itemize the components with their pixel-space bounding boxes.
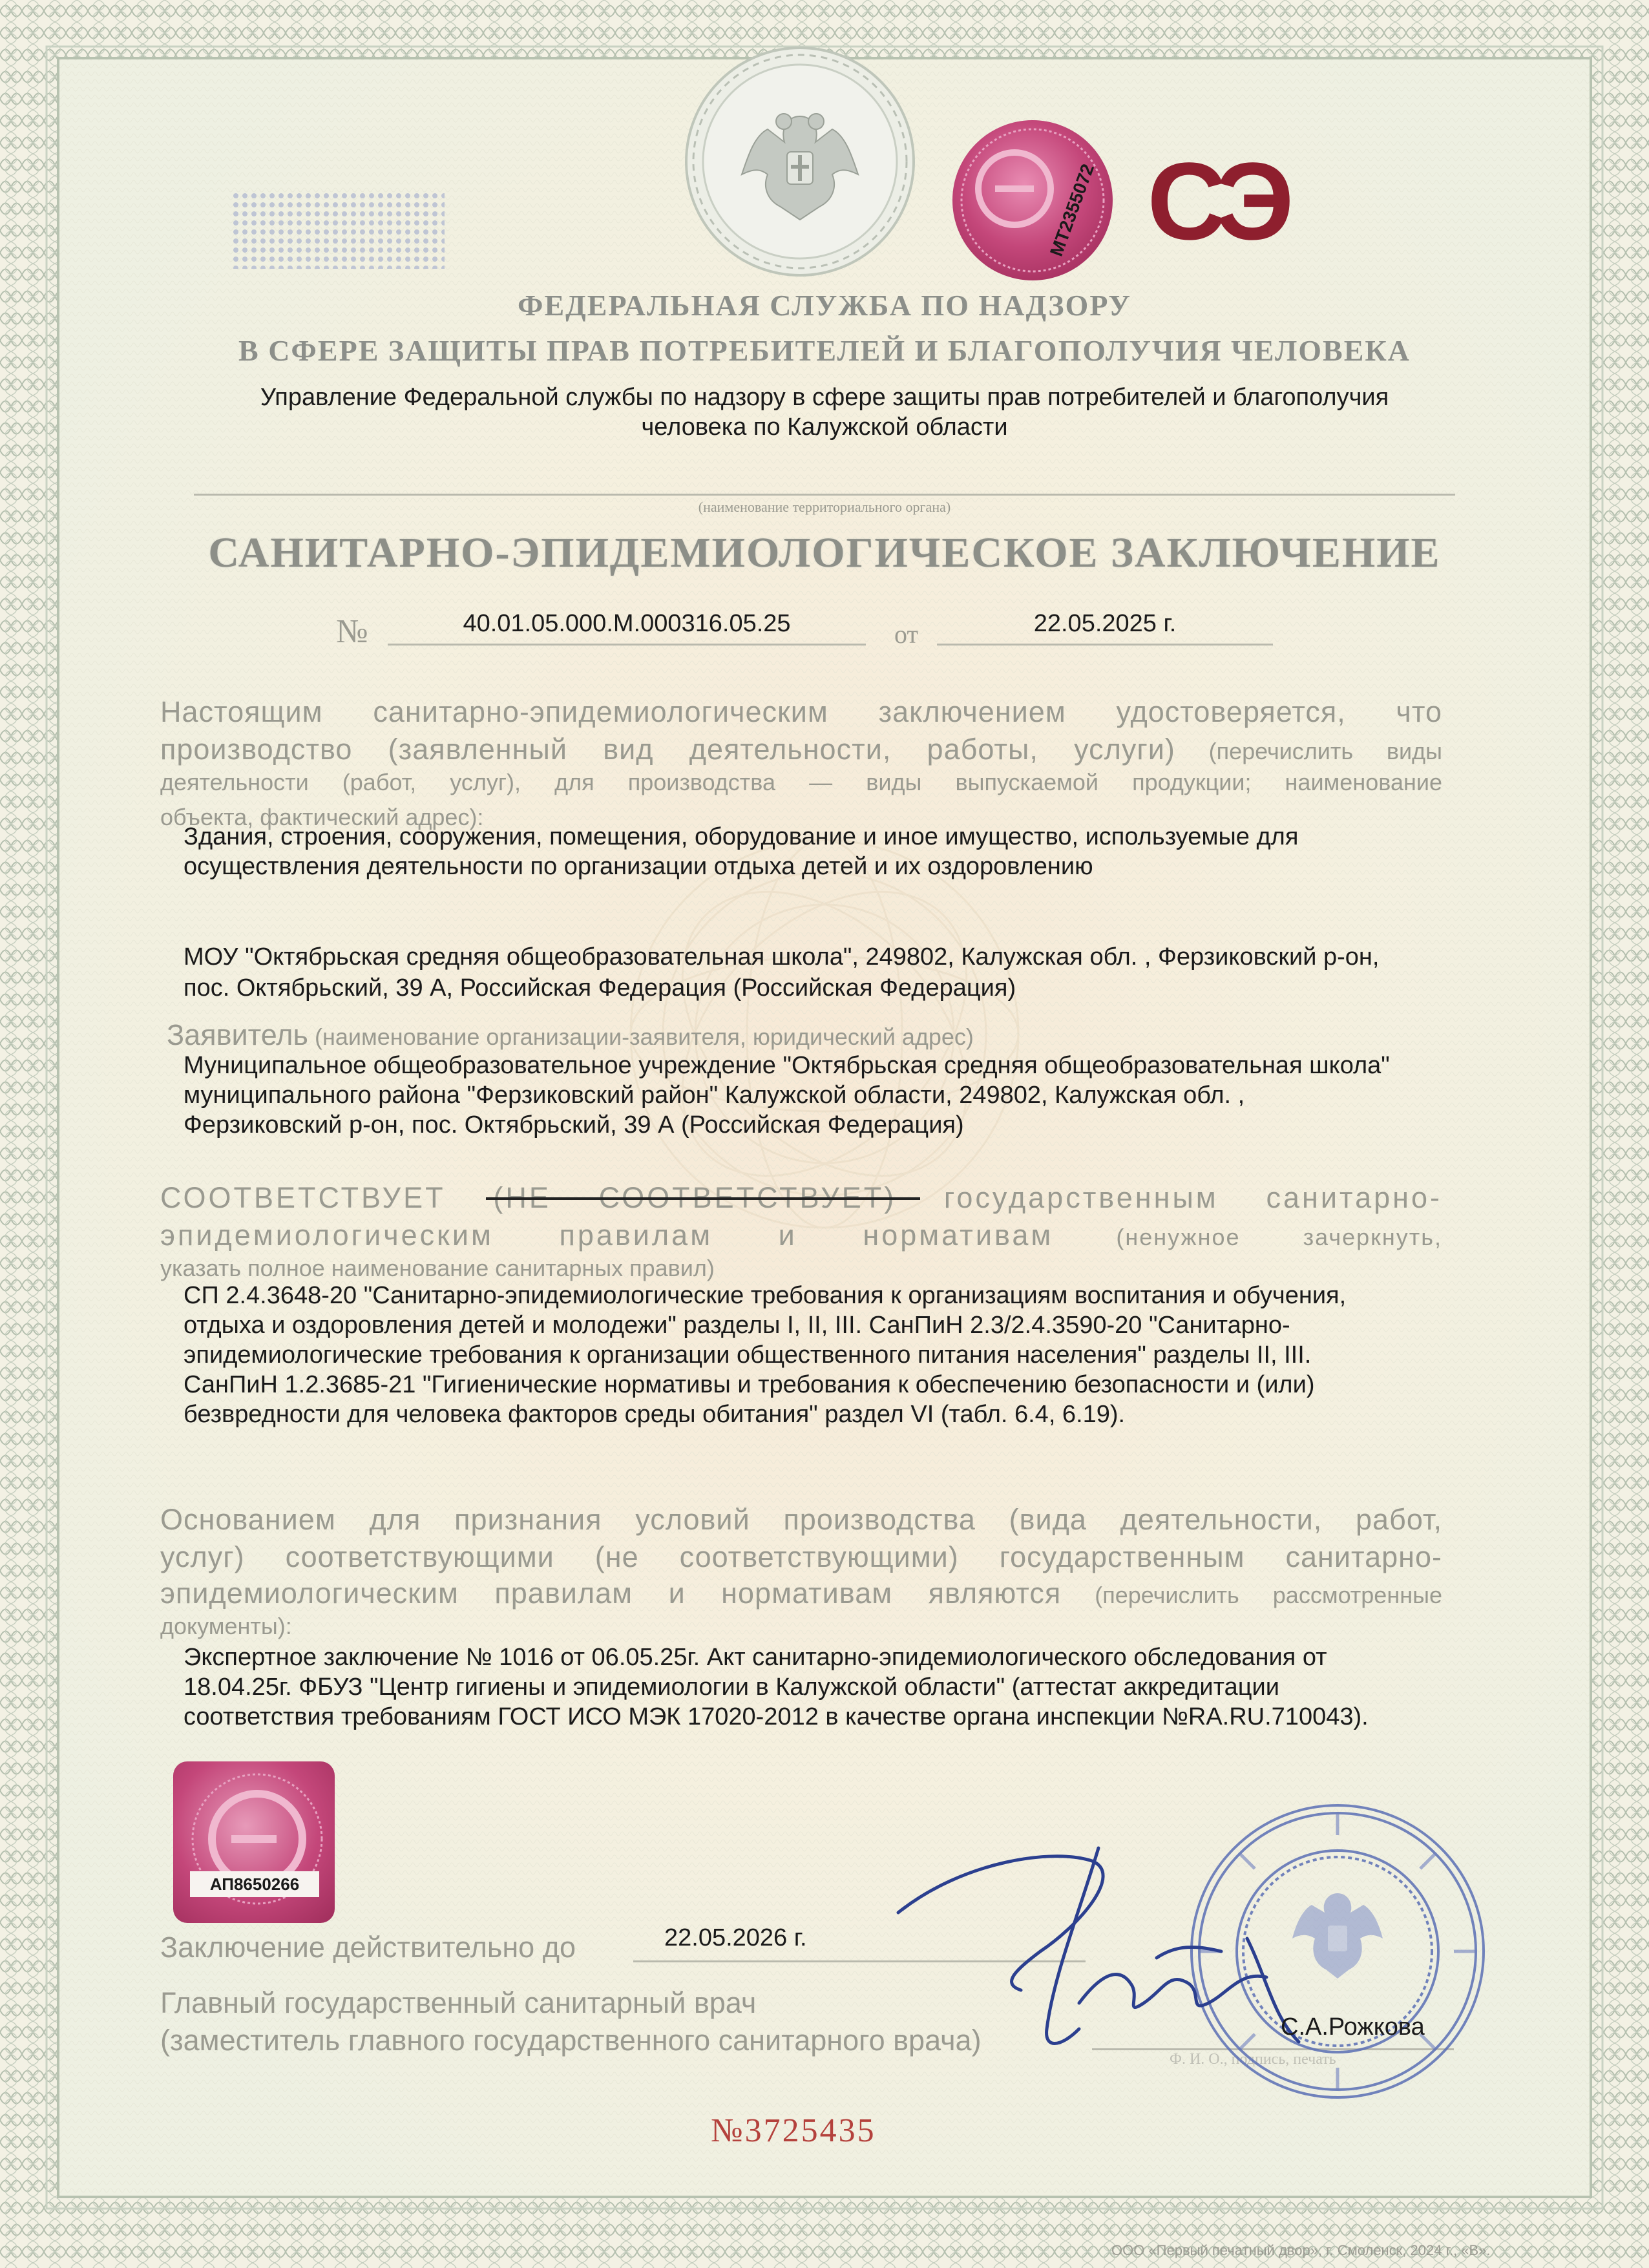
applicant-label-note: (наименование организации-заявителя, юридический адрес) [308,1024,974,1050]
hologram-bottom-serial: АП8650266 [209,1874,300,1894]
validity-date: 22.05.2026 г. [664,1924,807,1951]
signatory-name: С.А.Рожкова [1281,2013,1425,2041]
agency-line-1: ФЕДЕРАЛЬНАЯ СЛУЖБА ПО НАДЗОРУ [517,289,1132,322]
signatory-caption: Ф. И. О., подпись, печать [1170,2051,1336,2068]
basis-line-3-note: (перечислить рассмотренные [1061,1582,1442,1608]
applicant-line-1: Муниципальное общеобразовательное учреждение "Октябрьская средняя общеобразовательная школа" [184,1052,1390,1079]
strikethrough-not-conforms [486,1197,920,1200]
certificate-date: 22.05.2025 г. [1033,610,1177,637]
hologram-top-serial: МТ2355072 [1045,161,1098,259]
sanitary-logo [1139,140,1294,263]
signatory-title-line-2: (заместитель главного государственного санитарного врача) [160,2024,982,2057]
applicant-line-3: Ферзиковский р-он, пос. Октябрьский, 39 А (Российская Федерация) [184,1111,964,1139]
certificate-number: 40.01.05.000.М.000316.05.25 [463,610,791,637]
printer-imprint: ООО «Первый печатный двор», г. Смоленск, 2024 г., «В». [1111,2242,1491,2258]
hologram-bottom-icon [173,1761,335,1923]
applicant-label-main: Заявитель [167,1018,308,1051]
signature-icon [885,1835,1338,2068]
intro-line-4: объекта, фактический адрес): [160,804,484,830]
intro-line-2-main: производство (заявленный вид деятельности, работы, услуги) [160,733,1175,766]
hologram-bottom [173,1761,335,1923]
intro-line-3: деятельности (работ, услуг), для производства — виды выпускаемой продукции; наименование [160,769,1442,795]
form-number: №3725435 [711,2112,876,2149]
conformity-line-2-note: (ненужное зачеркнуть, [1053,1224,1442,1250]
validity-label: Заключение действительно до [160,1931,576,1964]
basis-line-4: документы): [160,1613,292,1639]
intro-line-2-note: (перечислить виды [1175,738,1442,764]
hologram-top-icon [950,118,1115,283]
basis-line-3-main: эпидемиологическим правилам и нормативам являются [160,1577,1062,1610]
signatory-title-line-1: Главный государственный санитарный врач [160,1986,757,2019]
conformity-line-1: СООТВЕТСТВУЕТ (НЕ СООТВЕТСТВУЕТ) государственным санитарно- [160,1181,1442,1214]
territorial-caption: (наименование территориального органа) [698,499,951,515]
activity-line-2: осуществления деятельности по организации отдыха детей и их оздоровлению [184,853,1093,880]
number-underline [388,644,866,646]
emblem-icon [722,90,877,239]
conformity-line-3: указать полное наименование санитарных правил) [160,1255,715,1281]
conformity-line-2-main: эпидемиологическим правилам и нормативам [160,1219,1054,1252]
basis-line-1: Основанием для признания условий производства (вида деятельности, работ, [160,1503,1442,1536]
rules-line-5: безвредности для человека факторов среды обитания" раздел VI (табл. 6.4, 6.19). [184,1401,1126,1428]
hologram-bottom-label [190,1871,319,1897]
basis-line-3 [160,1577,1442,1610]
conformity-line-2 [160,1219,1442,1252]
rules-line-3: эпидемиологические требования к организации общественного питания населения" разделы II, III. [184,1341,1312,1369]
rules-line-2: отдыха и оздоровления детей и молодежи" разделы I, II, III. СанПиН 2.3/2.4.3590-20 "Санитарно- [184,1312,1290,1339]
applicant-line-2: муниципального района "Ферзиковский район" Калужской области, 249802, Калужская обл. , [184,1082,1245,1109]
documents-line-2: 18.04.25г. ФБУЗ "Центр гигиены и эпидемиологии в Калужской области" (аттестат аккредитации [184,1674,1279,1701]
date-underline [937,644,1273,646]
from-label: от [894,620,918,649]
territorial-body-line-2: человека по Калужской области [641,414,1008,441]
territorial-body-line-1: Управление Федеральной службы по надзору в сфере защиты прав потребителей и благополучия [260,384,1389,411]
sanitary-logo-text: СЭ [1147,140,1285,263]
intro-line-2 [160,733,1442,766]
object-line-2: пос. Октябрьский, 39 А, Российская Федерация (Российская Федерация) [184,974,1016,1002]
documents-line-1: Экспертное заключение № 1016 от 06.05.25г. Акт санитарно-эпидемиологического обследования от [184,1644,1327,1671]
document-title: САНИТАРНО-ЭПИДЕМИОЛОГИЧЕСКОЕ ЗАКЛЮЧЕНИЕ [208,529,1441,576]
agency-line-2: В СФЕРЕ ЗАЩИТЫ ПРАВ ПОТРЕБИТЕЛЕЙ И БЛАГОПОЛУЧИЯ ЧЕЛОВЕКА [238,334,1411,367]
intro-line-1: Настоящим санитарно-эпидемиологическим заключением удостоверяется, что [160,695,1442,728]
security-pattern-icon [231,191,445,269]
activity-line-1: Здания, строения, сооружения, помещения, оборудование и иное имущество, используемые для [184,823,1299,850]
rules-line-4: СанПиН 1.2.3685-21 "Гигиенические нормативы и требования к обеспечению безопасности и (или) [184,1371,1315,1398]
documents-line-3: соответствия требованиям ГОСТ ИСО МЭК 17020-2012 в качестве органа инспекции №RA.RU.710043). [184,1703,1369,1730]
applicant-label [167,1018,974,1052]
object-line-1: МОУ "Октябрьская средняя общеобразовательная школа", 249802, Калужская обл. , Ферзиковский р-он, [184,943,1380,971]
number-sign: № [336,613,368,650]
basis-line-2: услуг) соответствующими (не соответствующими) государственным санитарно- [160,1540,1442,1573]
rules-line-1: СП 2.4.3648-20 "Санитарно-эпидемиологические требования к организациям воспитания и обучения, [184,1282,1347,1309]
territorial-underline [194,494,1455,496]
